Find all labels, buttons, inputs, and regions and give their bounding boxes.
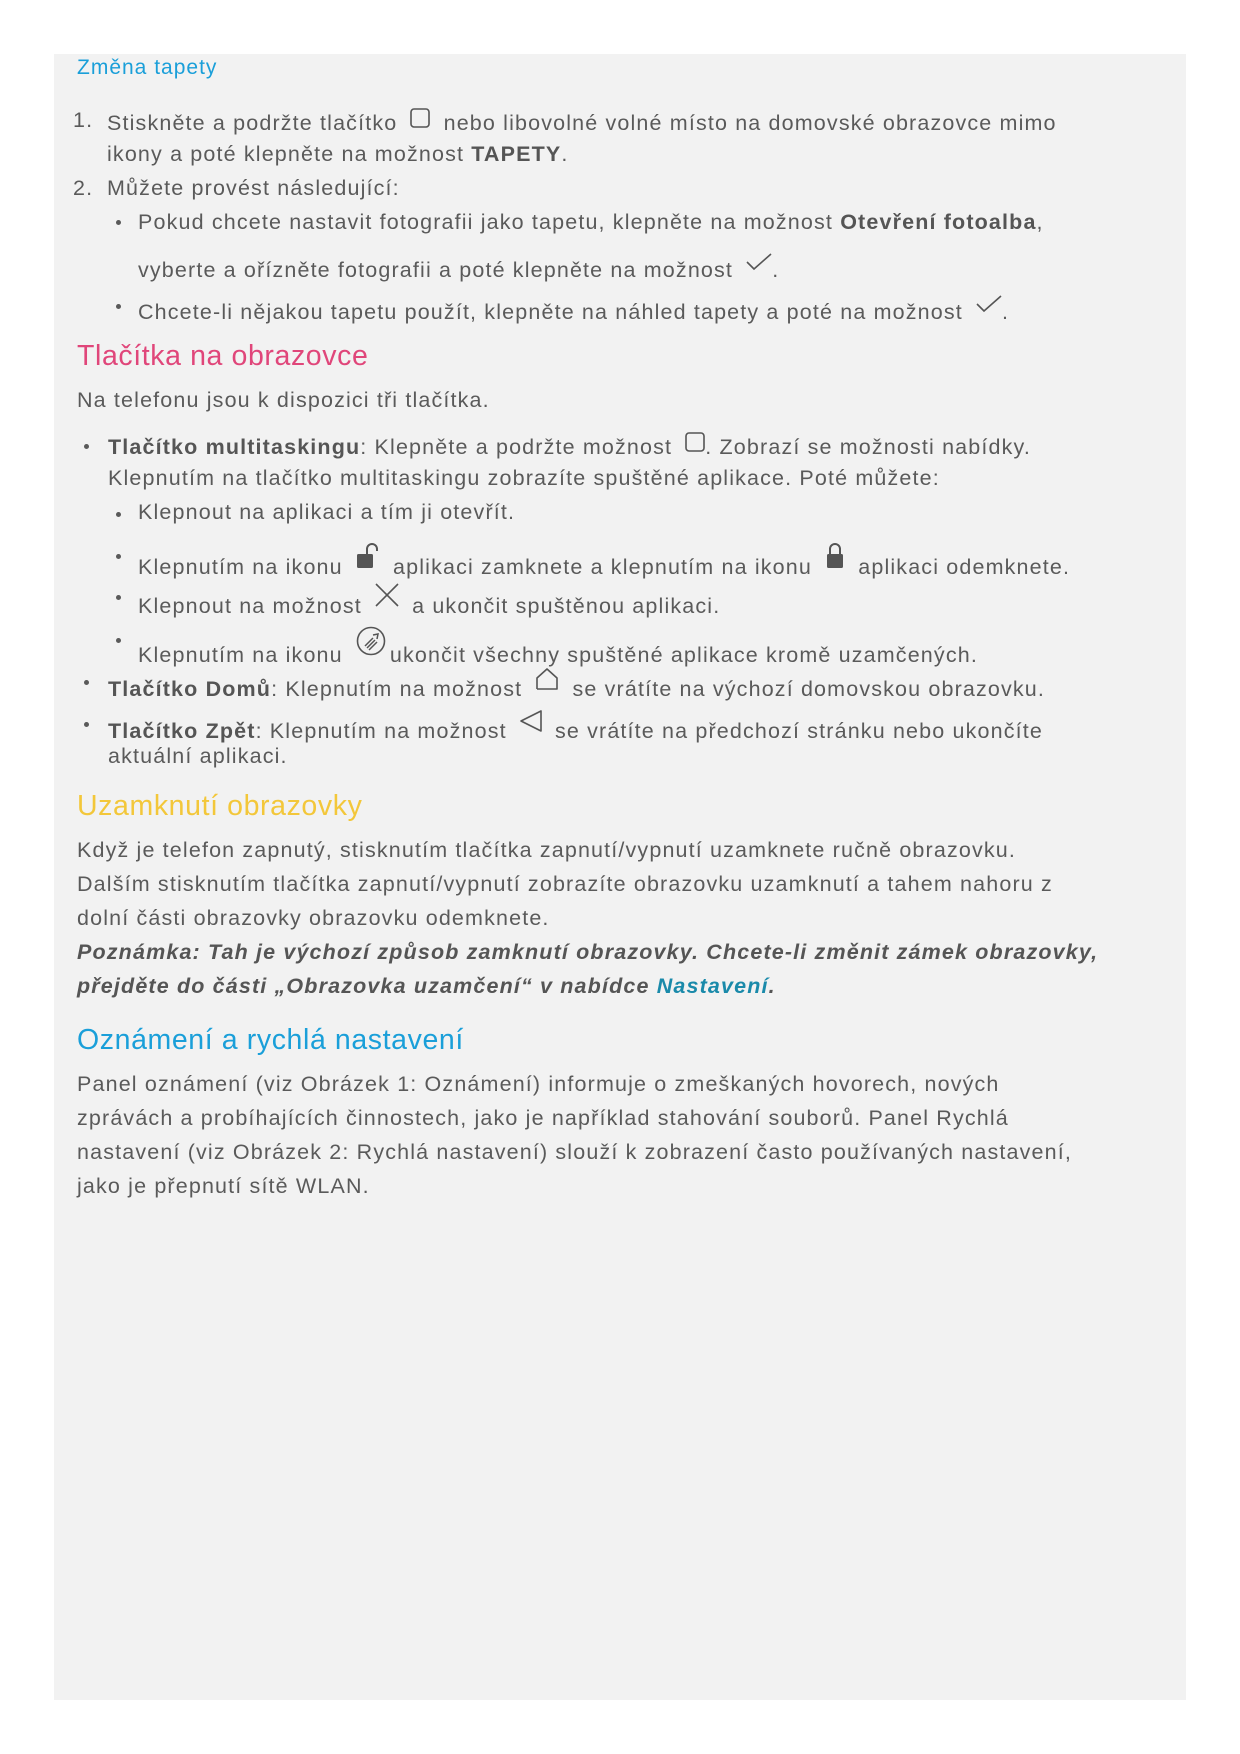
lock-line-2: Dalším stisknutím tlačítka zapnutí/vypnutí zobrazíte obrazovku uzamknutí a tahem nahoru z [77, 872, 1053, 896]
bullet-dot [116, 638, 121, 643]
multitask-text-a: : Klepněte a podržte možnost [360, 435, 673, 459]
close-x-icon [375, 583, 399, 612]
note-end: . [768, 974, 776, 998]
back-triangle-icon [520, 710, 542, 737]
home-text-b: se vrátíte na výchozí domovskou obrazovku. [572, 677, 1046, 701]
checkmark-icon [746, 252, 772, 276]
back-button-line-1 [108, 710, 1043, 743]
period: . [772, 258, 780, 282]
step-2-bullet-2-text: Chcete-li nějakou tapetu použít, klepněte na náhled tapety a poté na možnost [138, 300, 963, 324]
back-text-b: se vrátíte na předchozí stránku nebo ukončíte [554, 719, 1043, 743]
bullet-dot [116, 220, 121, 225]
note-text: přejděte do části „Obrazovka uzamčení“ v nabídce [77, 974, 650, 998]
step-2-text: Můžete provést následující: [107, 176, 400, 200]
step-1-text-b: nebo libovolné volné místo na domovské obrazovce mimo [443, 111, 1057, 135]
lock-icon [825, 542, 845, 575]
back-label: Tlačítko Zpět [108, 719, 256, 743]
multitask-sub-3 [138, 583, 720, 618]
section-title-notifications: Oznámení a rychlá nastavení [77, 1024, 464, 1056]
multitask-text-b: . Zobrazí se možnosti nabídky. [705, 435, 1031, 459]
section-title-buttons: Tlačítka na obrazovce [77, 340, 369, 372]
step-number-1: 1. [73, 108, 94, 132]
square-icon [685, 432, 705, 457]
notif-line-4: jako je přepnutí sítě WLAN. [77, 1174, 370, 1198]
multitask-sub-2 [138, 542, 1070, 579]
bullet-dot [84, 722, 89, 727]
bullet-dot [116, 512, 121, 517]
bullet-dot [84, 444, 89, 449]
notif-line-3: nastavení (viz Obrázek 2: Rychlá nastavení) slouží k zobrazení často používaných nastavení, [77, 1140, 1072, 1164]
back-button-line-2: aktuální aplikaci. [108, 744, 288, 768]
section-title-lock: Uzamknutí obrazovky [77, 790, 363, 822]
sub-3-text-b: a ukončit spuštěnou aplikaci. [412, 594, 721, 618]
multitask-line-2: Klepnutím na tlačítko multitaskingu zobrazíte spuštěné aplikace. Poté můžete: [108, 466, 940, 490]
sub-4-text-b: ukončit všechny spuštěné aplikace kromě uzamčených. [389, 643, 978, 667]
checkmark-icon [976, 294, 1002, 318]
multitask-sub-1: Klepnout na aplikaci a tím ji otevřít. [138, 500, 516, 524]
document-page [54, 54, 1186, 1700]
bullet-dot [116, 554, 121, 559]
sub-2-text-a: Klepnutím na ikonu [138, 555, 343, 579]
tapety-option: TAPETY [471, 142, 562, 166]
settings-link[interactable]: Nastavení [656, 974, 769, 998]
sub-4-text-a: Klepnutím na ikonu [138, 643, 343, 667]
home-text-a: : Klepnutím na možnost [271, 677, 523, 701]
multitask-line-1 [108, 432, 1031, 459]
step-number-2: 2. [73, 176, 94, 200]
sub-3-text-a: Klepnout na možnost [138, 594, 362, 618]
bullet-dot [116, 595, 121, 600]
multitask-label: Tlačítko multitaskingu [108, 435, 361, 459]
step-2-bullet-1-line-1 [138, 210, 1044, 234]
home-icon [535, 668, 559, 695]
step-2-bullet-1-comma: , [1036, 210, 1044, 234]
notif-line-2: zprávách a probíhajících činnostech, jako je například stahování souborů. Panel Rychlá [77, 1106, 1009, 1130]
step-1-line-2 [107, 142, 569, 166]
bullet-dot [84, 680, 89, 685]
unlock-icon [356, 542, 380, 575]
notif-line-1: Panel oznámení (viz Obrázek 1: Oznámení) informuje o zmeškaných hovorech, nových [77, 1072, 1000, 1096]
home-button-line [108, 668, 1045, 701]
step-1-end: . [561, 142, 569, 166]
step-1-text-a: Stiskněte a podržte tlačítko [107, 111, 398, 135]
period: . [1002, 300, 1010, 324]
back-text-a: : Klepnutím na možnost [255, 719, 507, 743]
lock-note-line-2 [77, 974, 776, 998]
home-label: Tlačítko Domů [108, 677, 272, 701]
open-album-option: Otevření fotoalba [840, 210, 1037, 234]
multitask-sub-4 [138, 626, 978, 667]
step-2-bullet-1-text-b: vyberte a ořízněte fotografii a poté klepněte na možnost [138, 258, 734, 282]
step-1-line-1 [107, 108, 1057, 135]
sub-2-text-c: aplikaci odemknete. [858, 555, 1071, 579]
step-2-bullet-1-text-a: Pokud chcete nastavit fotografii jako tapetu, klepněte na možnost [138, 210, 834, 234]
lock-line-1: Když je telefon zapnutý, stisknutím tlačítka zapnutí/vypnutí uzamknete ručně obrazovku. [77, 838, 1016, 862]
clear-all-icon [356, 626, 386, 661]
lock-line-3: dolní části obrazovky obrazovku odemknete. [77, 906, 550, 930]
step-2-bullet-2 [138, 294, 1009, 324]
step-1-text-c: ikony a poté klepněte na možnost [107, 142, 465, 166]
square-icon [410, 108, 430, 133]
section-title-wallpaper: Změna tapety [77, 56, 218, 79]
step-2-bullet-1-line-2 [138, 252, 779, 282]
lock-note-line-1: Poznámka: Tah je výchozí způsob zamknutí obrazovky. Chcete-li změnit zámek obrazovky, [77, 940, 1099, 964]
buttons-intro: Na telefonu jsou k dispozici tři tlačítka. [77, 388, 490, 412]
bullet-dot [116, 304, 121, 309]
sub-2-text-b: aplikaci zamknete a klepnutím na ikonu [393, 555, 812, 579]
